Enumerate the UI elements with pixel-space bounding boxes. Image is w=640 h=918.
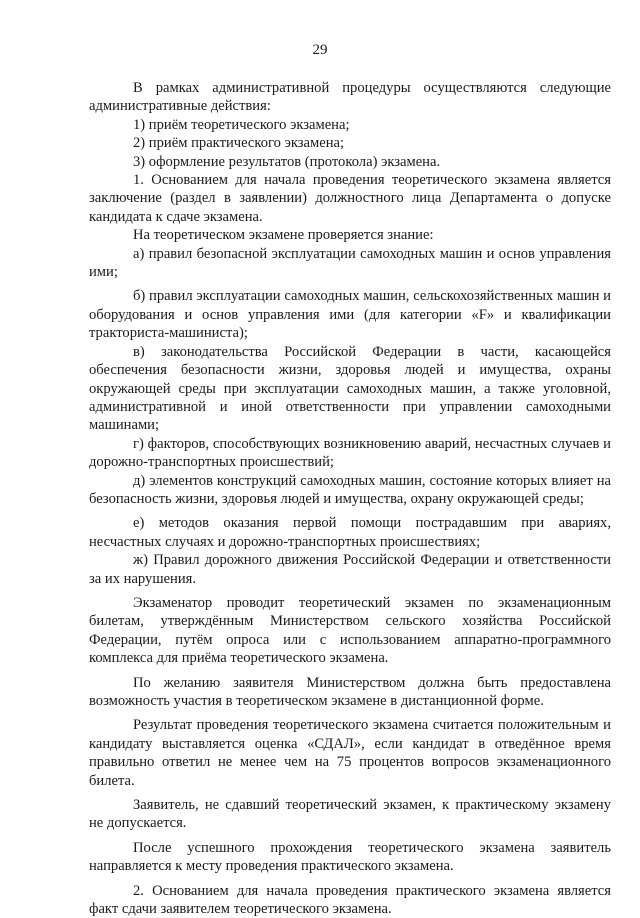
knowledge-item-g: г) факторов, способствующих возникновению аварий, несчастных случаев и дорожно-транспортных происшествий; [89,435,611,471]
paragraph-practical-basis: 2. Основанием для начала проведения практического экзамена является факт сдачи заявителем теоретического экзамена. [89,882,611,918]
list-item-3: 3) оформление результатов (протокола) экзамена. [133,153,441,170]
paragraph-theory-basis: 1. Основанием для начала проведения теоретического экзамена является заключение (раздел в заявлении) должностного лица Департамента о допуске кандидата к сдаче экзамена. [89,172,611,225]
paragraph-intro: В рамках административной процедуры осуществляются следующие административные действия: [89,80,611,115]
knowledge-item-v: в) законодательства Российской Федерации в части, касающейся обеспечения безопасности жизни, здоровья людей и имущества, охраны окружающей среды при эксплуатации самоходных машин, а также уголовной, административной и иной ответственности при управлении самоходными машинами; [89,343,611,434]
knowledge-item-e: е) методов оказания первой помощи пострадавшим при авариях, несчастных случаях и дорожно-транспортных происшествиях; [89,515,611,550]
paragraph-examiner: Экзаменатор проводит теоретический экзамен по экзаменационным билетам, утверждённым Министерством сельского хозяйства Российской Федерации, путём опроса или с использованием аппаратно-программного комплекса для приёма теоретического экзамена. [89,594,611,667]
list-item-2: 2) приём практического экзамена; [133,135,345,152]
page-number: 29 [312,42,328,58]
paragraph-theory-knowledge: На теоретическом экзамене проверяется знание: [133,227,434,244]
paragraph-not-admitted: Заявитель, не сдавший теоретический экзамен, к практическому экзамену не допускается. [89,797,611,832]
document-body [89,79,611,918]
list-item-1: 1) приём теоретического экзамена; [133,116,350,133]
paragraph-remote-option: По желанию заявителя Министерством должна быть предоставлена возможность участия в теоретическом экзамене в дистанционной форме. [89,674,611,709]
knowledge-item-a: а) правил безопасной эксплуатации самоходных машин и основ управления ими; [89,245,611,281]
paragraph-after-success: После успешного прохождения теоретического экзамена заявитель направляется к месту проведения практического экзамена. [89,839,611,875]
knowledge-item-b: б) правил эксплуатации самоходных машин, сельскохозяйственных машин и оборудования и основ управления ими (для категории «F» и квалификации тракториста-машиниста); [89,288,611,342]
paragraph-result: Результат проведения теоретического экзамена считается положительным и кандидату выставляется оценка «СДАЛ», если кандидат в отведённое время правильно ответил не менее чем на 75 процентов вопросов экзаменационного билета. [89,717,611,789]
knowledge-item-d: д) элементов конструкций самоходных машин, состояние которых влияет на безопасность жизни, здоровья людей и имущества, охрану окружающей среды; [89,472,611,507]
knowledge-item-zh: ж) Правил дорожного движения Российской Федерации и ответственности за их нарушения. [89,552,611,587]
